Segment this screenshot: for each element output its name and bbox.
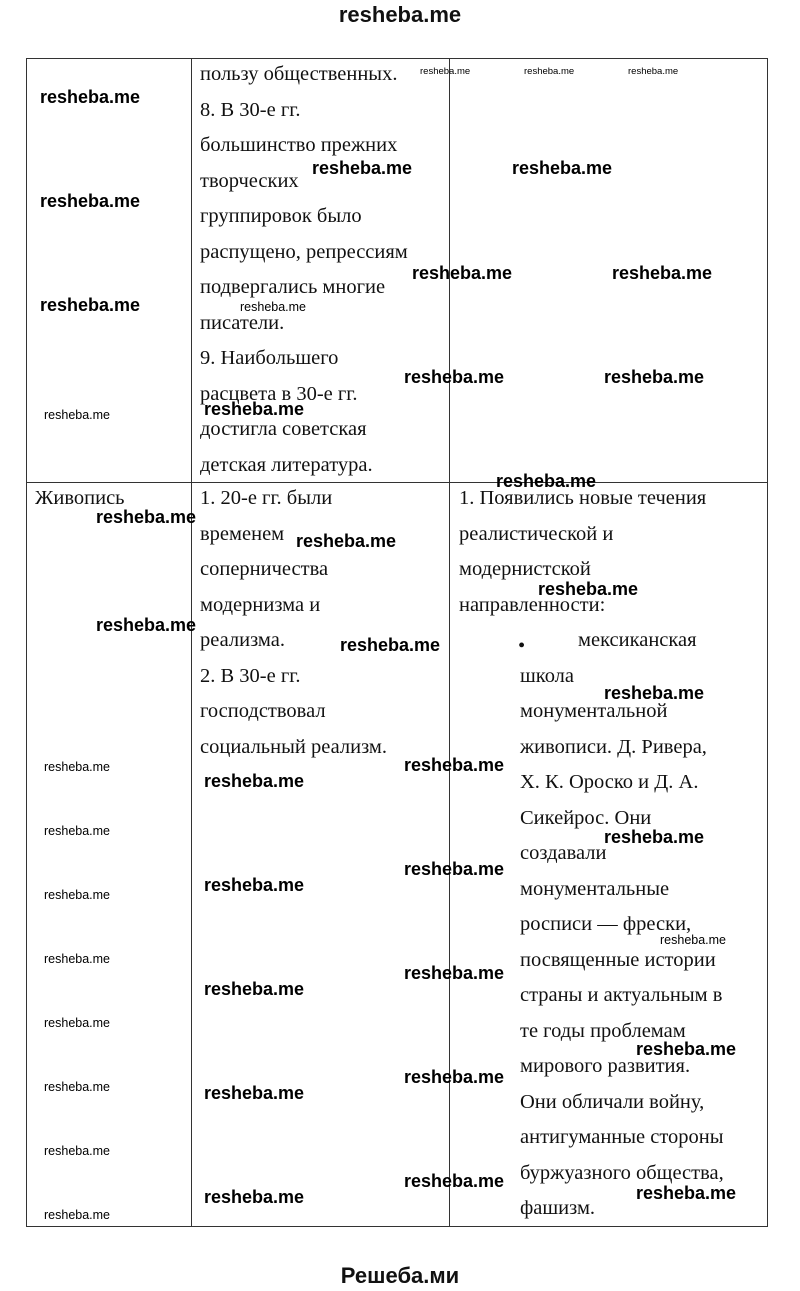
row2-col2-text	[200, 481, 387, 765]
site-footer: Решеба.ми	[340, 1263, 460, 1288]
text-line: Сикейрос. Они	[520, 806, 652, 829]
text-line: школа	[520, 664, 575, 687]
watermark: resheba.me	[44, 1144, 111, 1158]
watermark: resheba.me	[420, 66, 471, 77]
text-line: буржуазного общества,	[520, 1161, 724, 1184]
watermark: resheba.me	[44, 1208, 111, 1222]
watermark: resheba.me	[204, 979, 305, 999]
site-header: resheba.me	[338, 2, 462, 27]
text-line: модернизма и	[200, 593, 321, 616]
text-line: мексиканская	[578, 629, 697, 651]
watermark: resheba.me	[312, 158, 413, 178]
watermark: resheba.me	[44, 1080, 111, 1094]
watermark: resheba.me	[404, 963, 505, 983]
text-line: мирового развития.	[520, 1055, 691, 1077]
watermark: resheba.me	[628, 66, 679, 77]
text-line: господствовал	[200, 700, 326, 722]
text-line: 9. Наибольшего	[200, 347, 339, 369]
column-divider-1	[191, 59, 192, 1226]
text-line: монументальной	[520, 700, 668, 722]
text-line: соперничества	[200, 558, 329, 580]
text-line: страны и актуальным в	[520, 984, 723, 1006]
text-line: 8. В 30-е гг.	[200, 98, 301, 121]
watermark: resheba.me	[660, 933, 727, 947]
watermark: resheba.me	[96, 507, 197, 527]
watermark: resheba.me	[44, 952, 111, 966]
watermark: resheba.me	[44, 824, 111, 838]
watermark: resheba.me	[240, 300, 307, 314]
watermark: resheba.me	[204, 875, 305, 895]
watermark: resheba.me	[412, 263, 513, 283]
watermark: resheba.me	[404, 755, 505, 775]
text-line: 1. Появились новые течения	[459, 487, 707, 509]
text-line: творческих	[200, 169, 299, 192]
watermark: resheba.me	[340, 635, 441, 655]
row2-col3-intro	[459, 481, 706, 623]
text-line: реализма.	[200, 629, 285, 651]
watermark: resheba.me	[604, 367, 705, 387]
text-line: те годы проблемам	[520, 1019, 686, 1042]
text-line: фашизм.	[520, 1197, 596, 1219]
text-line: достигла советская	[200, 418, 367, 440]
text-line: 1. 20-е гг. были	[200, 487, 333, 509]
text-line: монументальные	[520, 877, 670, 900]
watermark: resheba.me	[44, 888, 111, 902]
text-line: социальный реализм.	[200, 735, 387, 758]
watermark: resheba.me	[204, 771, 305, 791]
watermark: resheba.me	[44, 760, 111, 774]
text-line: росписи — фрески,	[520, 913, 692, 935]
watermark: resheba.me	[40, 87, 141, 107]
watermark: resheba.me	[604, 827, 705, 847]
text-line: направленности:	[459, 593, 606, 616]
text-line: посвященные истории	[520, 948, 716, 971]
text-line: временем	[200, 522, 285, 545]
watermark: resheba.me	[404, 859, 505, 879]
column-divider-2	[449, 59, 450, 1226]
text-line: антигуманные стороны	[520, 1126, 724, 1148]
text-line: Они обличали войну,	[520, 1090, 705, 1113]
watermark: resheba.me	[204, 399, 305, 419]
text-line: расцвета в 30-е гг.	[200, 382, 358, 405]
row-heading-painting: Живопись	[35, 487, 125, 509]
watermark: resheba.me	[96, 615, 197, 635]
watermark: resheba.me	[40, 191, 141, 211]
watermark: resheba.me	[524, 66, 575, 77]
text-line: писатели.	[200, 311, 285, 334]
watermark: resheba.me	[40, 295, 141, 315]
watermark: resheba.me	[612, 263, 713, 283]
row2-col3-bullet-text	[520, 623, 727, 1227]
text-line: Х. К. Ороско и Д. А.	[520, 771, 699, 793]
watermark: resheba.me	[404, 1067, 505, 1087]
text-line: модернистской	[459, 558, 591, 580]
watermark: resheba.me	[204, 1083, 305, 1103]
text-line: большинство прежних	[200, 134, 398, 156]
watermark: resheba.me	[404, 367, 505, 387]
watermark: resheba.me	[296, 531, 397, 551]
text-line: детская литература.	[200, 453, 373, 476]
watermark: resheba.me	[404, 1171, 505, 1191]
text-line: подвергались многие	[200, 276, 386, 298]
watermark: resheba.me	[538, 579, 639, 599]
watermark: resheba.me	[44, 408, 111, 422]
text-line: 2. В 30-е гг.	[200, 664, 301, 687]
text-line: распущено, репрессиям	[200, 240, 408, 263]
bullet-marker: •	[518, 635, 526, 657]
watermark: resheba.me	[496, 471, 597, 491]
watermark: resheba.me	[604, 683, 705, 703]
text-line: живописи. Д. Ривера,	[520, 735, 707, 758]
text-line: группировок было	[200, 205, 362, 227]
watermark: resheba.me	[636, 1039, 737, 1059]
watermark: resheba.me	[512, 158, 613, 178]
text-line: пользу общественных.	[200, 63, 398, 85]
watermark: resheba.me	[204, 1187, 305, 1207]
text-line: реалистической и	[459, 522, 614, 545]
text-line: создавали	[520, 842, 607, 864]
watermark: resheba.me	[44, 1016, 111, 1030]
watermark: resheba.me	[636, 1183, 737, 1203]
